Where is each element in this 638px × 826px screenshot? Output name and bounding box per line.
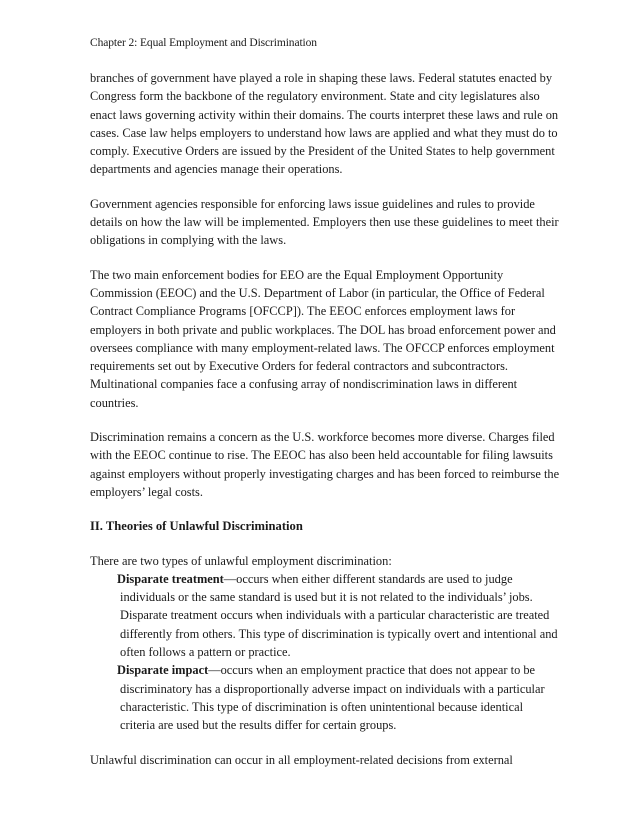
paragraph-enforcement-bodies: The two main enforcement bodies for EEO are the Equal Employment Opportunity Commission (EEOC) and the U.S. Department of Labor (in particular, the Office of Federal Contract Compliance Programs [OFCCP]). The EEOC enforces employment laws for employers in both private and public workplaces. The DOL has broad enforcement power and oversees compliance with many employment-related laws. The OFCCP enforces employment requirements set out by Executive Orders for federal contractors and subcontractors. Multinational companies face a confusing array of nondiscrimination laws in different countries. <box>90 267 556 410</box>
paragraph-government-branches: branches of government have played a role in shaping these laws. Federal statutes enacted by Congress form the backbone of the regulatory environment. State and city legislatures also enact laws governing activity within their domains. The courts interpret these laws and rule on cases. Case law helps employers to understand how laws are applied and what they must do to comply. Executive Orders are issued by the President of the United States to help government departments and agencies manage their operations. <box>90 71 559 177</box>
term-disparate-treatment: Disparate treatment <box>117 571 224 586</box>
section-heading: II. Theories of Unlawful Discrimination <box>90 519 303 534</box>
definition-disparate-impact <box>117 661 560 734</box>
definition-text-disparate-impact: —occurs when an employment practice that does not appear to be discriminatory has a disproportionally adverse impact on individuals with a particular characteristic. This type of discrimination is often unintentional because identical criteria are used but the results differ for certain groups. <box>120 663 545 733</box>
page-body <box>90 69 560 769</box>
paragraph-government-agencies: Government agencies responsible for enforcing laws issue guidelines and rules to provide details on how the law will be implemented. Employers then use these guidelines to meet their obligations in complying with the laws. <box>90 196 559 248</box>
term-disparate-impact: Disparate impact <box>117 663 209 678</box>
section-intro: There are two types of unlawful employment discrimination: <box>90 553 392 568</box>
paragraph-closing: Unlawful discrimination can occur in all employment-related decisions from external <box>90 752 513 767</box>
paragraph-discrimination-concern: Discrimination remains a concern as the U.S. workforce becomes more diverse. Charges filed with the EEOC continue to rise. The EEOC has also been held accountable for filing lawsuits against employers without properly investigating charges and has been forced to reimburse the employers’ legal costs. <box>90 430 560 499</box>
definition-text-disparate-treatment: —occurs when either different standards are used to judge individuals or the same standard is used but it is not related to the individuals’ jobs. Disparate treatment occurs when individuals with a particular characteristic are treated differently from others. This type of discrimination is typically overt and intentional and often follows a pattern or practice. <box>120 571 558 660</box>
definition-disparate-treatment <box>117 570 560 661</box>
page-header: Chapter 2: Equal Employment and Discrimination <box>90 37 317 49</box>
